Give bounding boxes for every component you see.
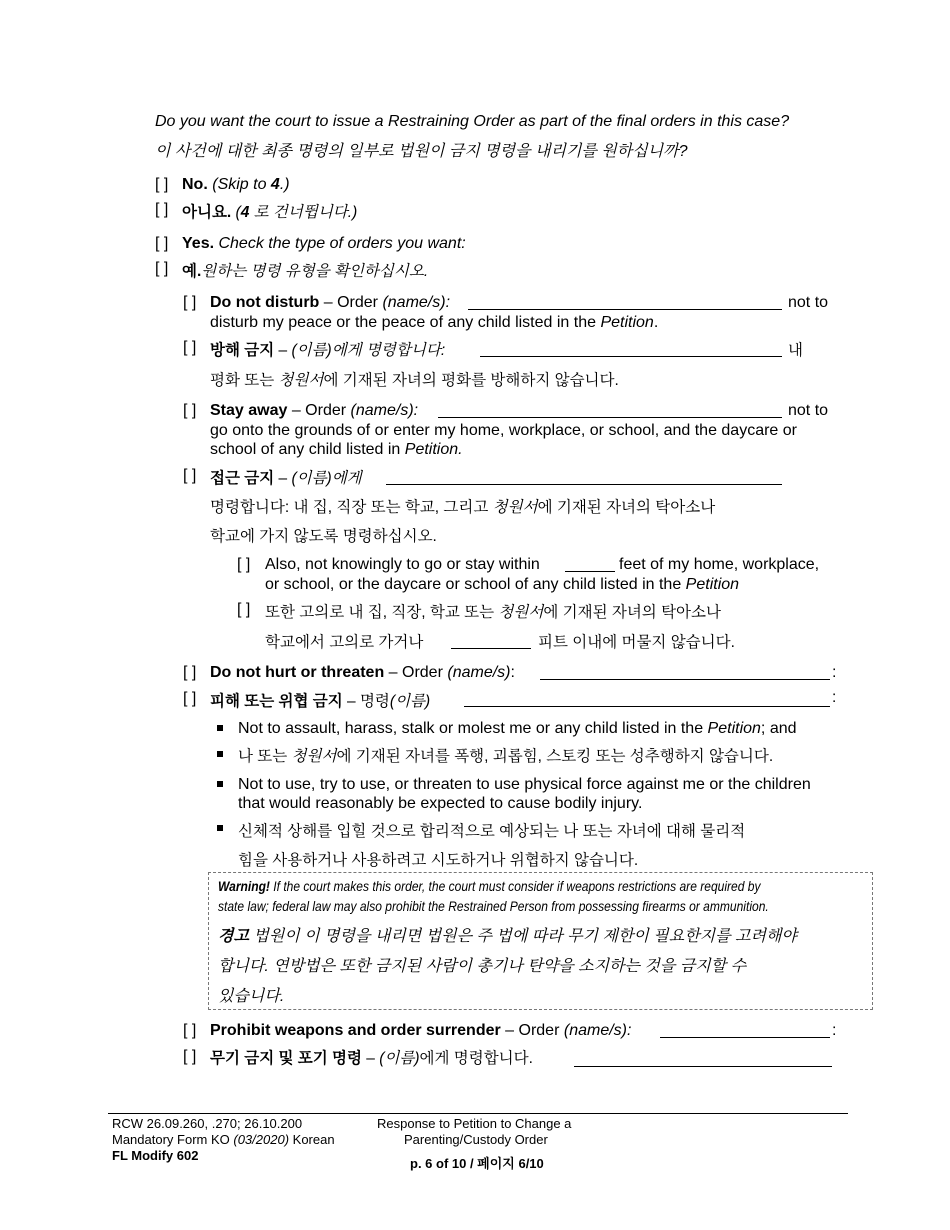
also-distance-ko-line1: 또한 고의로 내 집, 직장, 학교 또는 청원서에 기재된 자녀의 탁아소나 bbox=[265, 604, 721, 621]
weapons-checkbox[interactable]: [ ] bbox=[183, 1022, 197, 1039]
no-ko-checkbox[interactable]: [ ] bbox=[155, 201, 169, 218]
do-not-hurt-ko-checkbox[interactable]: [ ] bbox=[183, 690, 197, 707]
do-not-hurt-ko-name-field[interactable] bbox=[464, 706, 830, 707]
weapons-ko-name-field[interactable] bbox=[574, 1066, 832, 1067]
no-option: No. (Skip to 4.) bbox=[182, 176, 290, 193]
bullet-2-text: 나 또는 청원서에 기재된 자녀를 폭행, 괴롭힘, 스토킹 또는 성추행하지 않습니다. bbox=[238, 748, 774, 765]
warning-line2: state law; federal law may also prohibit the Restrained Person from possessing firearms or ammunition. bbox=[218, 898, 769, 914]
also-distance-ko-line2a: 학교에서 고의로 가거나 bbox=[265, 634, 424, 651]
footer-form-id: FL Modify 602 bbox=[112, 1148, 199, 1163]
stay-away-ko-label: 접근 금지 – (이름)에게 bbox=[210, 470, 362, 487]
stay-away-name-field[interactable] bbox=[438, 417, 782, 418]
do-not-disturb-ko-line2: 평화 또는 청원서에 기재된 자녀의 평화를 방해하지 않습니다. bbox=[210, 372, 619, 389]
do-not-disturb-after: not to bbox=[788, 294, 829, 311]
bullet-3-line2: that would reasonably be expected to cause bodily injury. bbox=[238, 795, 643, 812]
footer-form: Mandatory Form KO (03/2020) Korean bbox=[112, 1132, 335, 1147]
do-not-hurt-name-field[interactable] bbox=[540, 679, 830, 680]
warning-ko-line1: 경고 법원이 이 명령을 내리면 법원은 주 법에 따라 무기 제한이 필요한지를 고려해야 bbox=[218, 928, 797, 945]
also-distance-ko-line2b: 피트 이내에 머물지 않습니다. bbox=[538, 634, 735, 651]
do-not-hurt-ko-end-colon: : bbox=[832, 689, 837, 706]
stay-away-ko-checkbox[interactable]: [ ] bbox=[183, 467, 197, 484]
also-distance-ko-checkbox[interactable]: [ ] bbox=[237, 601, 251, 618]
footer-rule bbox=[108, 1113, 848, 1114]
question-ko: 이 사건에 대한 최종 명령의 일부로 법원이 금지 명령을 내리기를 원하십니까? bbox=[155, 143, 688, 160]
do-not-disturb-ko-after: 내 bbox=[788, 342, 803, 359]
footer-title-line1: Response to Petition to Change a bbox=[377, 1116, 572, 1131]
yes-ko-checkbox[interactable]: [ ] bbox=[155, 260, 169, 277]
do-not-hurt-ko-label: 피해 또는 위협 금지 – 명령(이름) bbox=[210, 693, 431, 710]
do-not-disturb-label: Do not disturb – Order (name/s): bbox=[210, 294, 451, 311]
also-distance-line2: or school, or the daycare or school of any child listed in the Petition bbox=[265, 576, 740, 593]
bullet-2 bbox=[217, 751, 223, 757]
warning-ko-line2: 합니다. 연방법은 또한 금지된 사람이 총기나 탄약을 소지하는 것을 금지할 수 bbox=[218, 958, 747, 975]
bullet-3-line1: Not to use, try to use, or threaten to use physical force against me or the children bbox=[238, 776, 811, 793]
stay-away-after: not to bbox=[788, 402, 829, 419]
bullet-1 bbox=[217, 725, 223, 731]
weapons-label: Prohibit weapons and order surrender – Order (name/s): bbox=[210, 1022, 632, 1039]
weapons-end-colon: : bbox=[832, 1022, 837, 1039]
no-checkbox[interactable]: [ ] bbox=[155, 176, 169, 193]
no-option-ko: 아니요. (4 로 건너뜁니다.) bbox=[182, 204, 358, 221]
also-distance-checkbox[interactable]: [ ] bbox=[237, 556, 251, 573]
stay-away-line3: school of any child listed in Petition. bbox=[210, 441, 463, 458]
also-distance-b: feet of my home, workplace, bbox=[619, 556, 820, 573]
warning-ko-line3: 있습니다. bbox=[218, 988, 285, 1005]
do-not-disturb-checkbox[interactable]: [ ] bbox=[183, 294, 197, 311]
distance-feet-field[interactable] bbox=[565, 571, 615, 572]
do-not-hurt-checkbox[interactable]: [ ] bbox=[183, 664, 197, 681]
warning-line1: Warning! If the court makes this order, the court must consider if weapons restrictions are required by bbox=[218, 878, 761, 894]
do-not-disturb-ko-name-field[interactable] bbox=[480, 356, 782, 357]
stay-away-ko-name-field[interactable] bbox=[386, 484, 782, 485]
stay-away-ko-line2: 명령합니다: 내 집, 직장 또는 학교, 그리고 청원서에 기재된 자녀의 탁아소나 bbox=[210, 499, 716, 516]
do-not-hurt-end-colon: : bbox=[832, 664, 837, 681]
footer-title-line2: Parenting/Custody Order bbox=[404, 1132, 548, 1147]
bullet-3 bbox=[217, 781, 223, 787]
do-not-hurt-label: Do not hurt or threaten – Order (name/s): bbox=[210, 664, 515, 681]
question-en: Do you want the court to issue a Restraining Order as part of the final orders in this case? bbox=[155, 113, 790, 130]
stay-away-ko-line3: 학교에 가지 않도록 명령하십시오. bbox=[210, 528, 437, 545]
yes-checkbox[interactable]: [ ] bbox=[155, 235, 169, 252]
stay-away-line2: go onto the grounds of or enter my home, workplace, or school, and the daycare or bbox=[210, 422, 797, 439]
stay-away-checkbox[interactable]: [ ] bbox=[183, 402, 197, 419]
do-not-disturb-ko-checkbox[interactable]: [ ] bbox=[183, 339, 197, 356]
distance-feet-ko-field[interactable] bbox=[451, 648, 531, 649]
bullet-4-line2: 힘을 사용하거나 사용하려고 시도하거나 위협하지 않습니다. bbox=[238, 852, 639, 869]
weapons-ko-label: 무기 금지 및 포기 명령 – (이름)에게 명령합니다. bbox=[210, 1050, 533, 1067]
stay-away-label: Stay away – Order (name/s): bbox=[210, 402, 419, 419]
yes-option: Yes. Check the type of orders you want: bbox=[182, 235, 466, 252]
bullet-1-text: Not to assault, harass, stalk or molest me or any child listed in the Petition; and bbox=[238, 720, 797, 737]
also-distance-a: Also, not knowingly to go or stay within bbox=[265, 556, 540, 573]
bullet-4 bbox=[217, 825, 223, 831]
footer-page-number: p. 6 of 10 / 페이지 6/10 bbox=[410, 1156, 544, 1171]
do-not-disturb-ko-label: 방해 금지 – (이름)에게 명령합니다: bbox=[210, 342, 446, 359]
do-not-disturb-line2: disturb my peace or the peace of any child listed in the Petition. bbox=[210, 314, 659, 331]
yes-option-ko: 예.원하는 명령 유형을 확인하십시오. bbox=[182, 263, 429, 280]
weapons-ko-checkbox[interactable]: [ ] bbox=[183, 1048, 197, 1065]
footer-rcw: RCW 26.09.260, .270; 26.10.200 bbox=[112, 1116, 303, 1131]
weapons-name-field[interactable] bbox=[660, 1037, 830, 1038]
do-not-disturb-name-field[interactable] bbox=[468, 309, 782, 310]
bullet-4-line1: 신체적 상해를 입힐 것으로 합리적으로 예상되는 나 또는 자녀에 대해 물리적 bbox=[238, 823, 746, 840]
